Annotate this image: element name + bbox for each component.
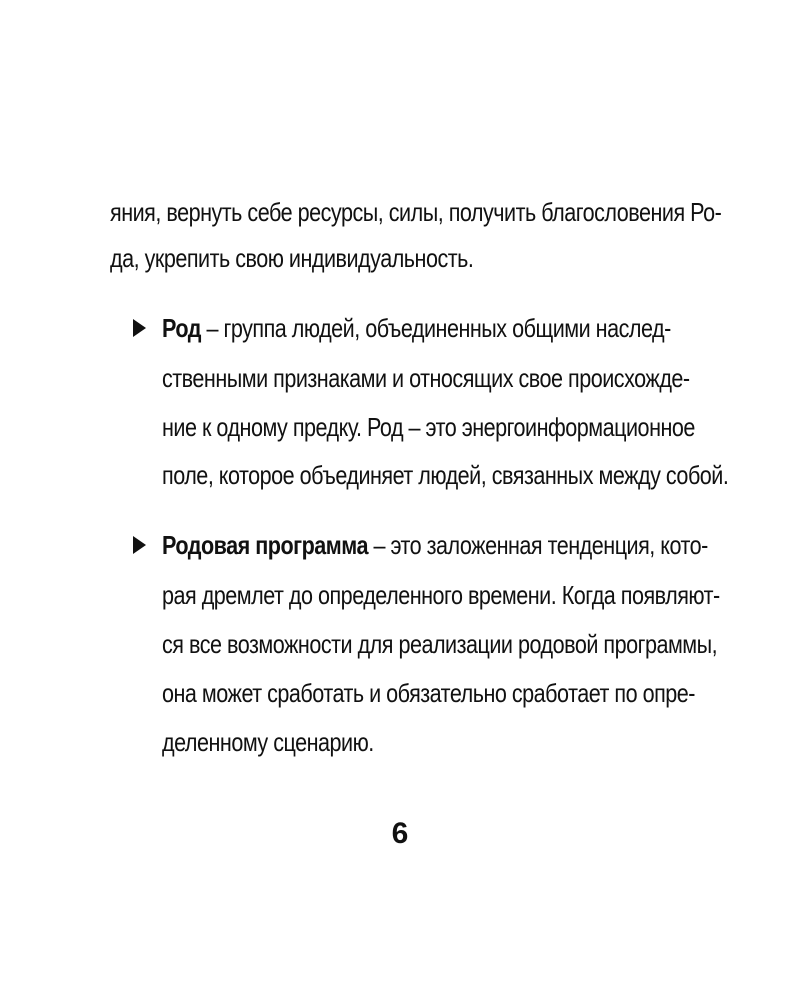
definition-line: ственными признаками и относящих свое происхожде- bbox=[162, 363, 690, 393]
definition-first-line bbox=[162, 312, 671, 344]
definition-first-line bbox=[162, 529, 708, 561]
definition-line: рая дремлет до определенного времени. Когда появляют- bbox=[162, 580, 720, 610]
definition-term: Родовая программа bbox=[162, 530, 368, 560]
definition-text: – группа людей, объединенных общими наслед- bbox=[200, 313, 671, 343]
definition-line: поле, которое объединяет людей, связанных между собой. bbox=[162, 460, 729, 490]
definition-line: деленному сценарию. bbox=[162, 727, 374, 757]
triangle-bullet-icon bbox=[133, 536, 146, 554]
page-number: 6 bbox=[391, 817, 409, 850]
triangle-bullet-icon bbox=[133, 319, 146, 337]
intro-line: яния, вернуть себе ресурсы, силы, получить благословения Ро- bbox=[110, 197, 722, 227]
definition-term: Род bbox=[162, 313, 201, 343]
definition-line: ние к одному предку. Род – это энергоинформационное bbox=[162, 412, 695, 442]
definition-text: – это заложенная тенденция, кото- bbox=[367, 530, 708, 560]
definition-line: ся все возможности для реализации родовой программы, bbox=[162, 629, 718, 659]
intro-line: да, укрепить свою индивидуальность. bbox=[110, 243, 474, 273]
definition-line: она может сработать и обязательно сработает по опре- bbox=[162, 678, 695, 708]
